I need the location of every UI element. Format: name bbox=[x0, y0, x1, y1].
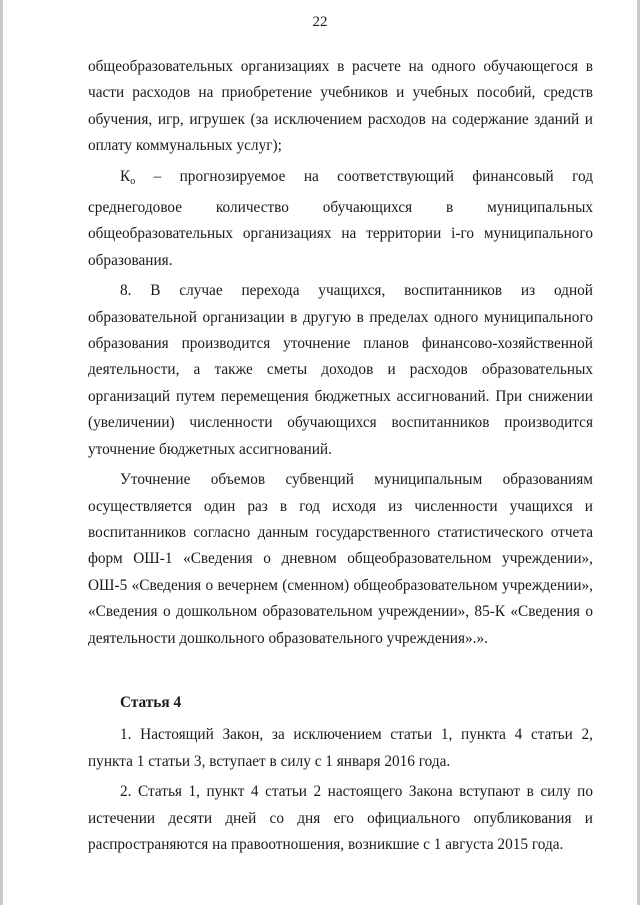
article-4-item-2: 2. Статья 1, пункт 4 статьи 2 настоящего Закона вступают в силу по истечении десяти дней со дня его официального опубликования и распространяются на правоотношения, возникшие с 1 августа 2015 года. bbox=[88, 783, 593, 853]
paragraph-continuation: общеобразовательных организациях в расчете на одного обучающегося в части расходов на приобретение учебников и учебных пособий, средств обучения, игр, игрушек (за исключением расходов на содержание зданий и оплату коммунальных услуг); bbox=[88, 58, 593, 155]
article-4-item-1: 1. Настоящий Закон, за исключением статьи 1, пункта 4 статьи 2, пункта 1 статьи 3, вступает в силу с 1 января 2016 года. bbox=[88, 726, 593, 770]
ko-subscript: о bbox=[130, 175, 136, 187]
document-body bbox=[88, 54, 593, 858]
scan-edge-left bbox=[0, 0, 3, 905]
article-4-heading: Статья 4 bbox=[120, 693, 182, 711]
page-number: 22 bbox=[312, 14, 328, 30]
ko-definition-text: – прогнозируемое на соответствующий финансовый год среднегодовое количество обучающихся в муниципальных общеобразовательных организациях на территории i-го муниципального образования. bbox=[88, 167, 593, 269]
paragraph-ko-definition bbox=[88, 164, 593, 275]
ko-letter: К bbox=[120, 167, 131, 185]
ko-symbol bbox=[120, 168, 135, 185]
paragraph-subvention-update: Уточнение объемов субвенций муниципальным образованиям осуществляется один раз в год исходя из численности учащихся и воспитанников согласно данным государственного статистического отчета форм ОШ-1 «Сведения о дневном общеобразовательном учреждении», ОШ-5 «Сведения о вечернем (сменном) общеобразовательном учреждении», «Сведения о дошкольном образовательном учреждении», 85-К «Сведения о деятельности дошкольного образовательного учреждения».». bbox=[88, 471, 593, 647]
paragraph-item-8: 8. В случае перехода учащихся, воспитанников из одной образовательной организации в другую в пределах одного муниципального образования производится уточнение планов финансово-хозяйственной деятельности, а также сметы доходов и расходов образовательных организаций путем перемещения бюджетных ассигнований. При снижении (увеличении) численности обучающихся воспитанников производится уточнение бюджетных ассигнований. bbox=[88, 282, 593, 458]
